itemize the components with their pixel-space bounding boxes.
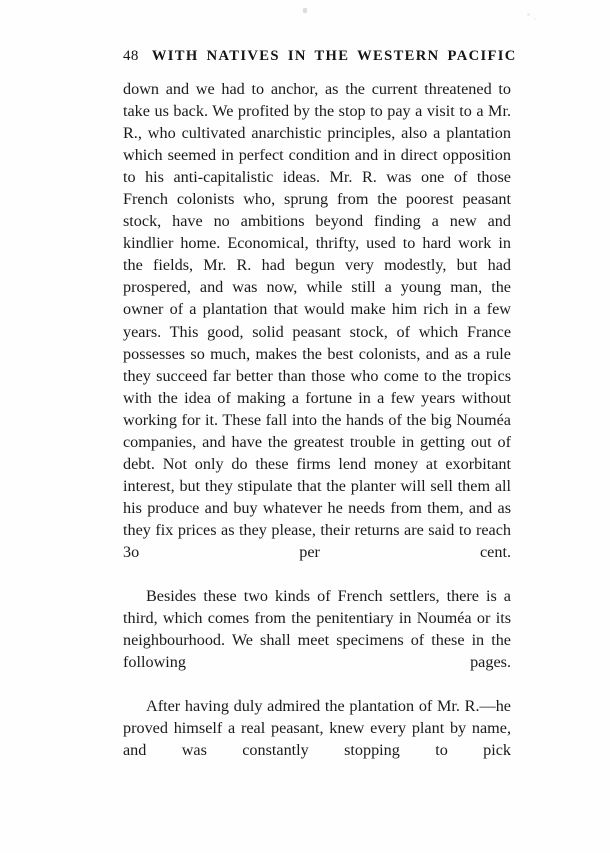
page-number: 48	[123, 48, 139, 64]
body-text-block	[123, 78, 511, 784]
paragraph: Besides these two kinds of French settlers, there is a third, which comes from the penitentiary in Nouméa or its neighbourhood. We shall meet specimens of these in the following pages.	[123, 587, 511, 672]
scan-speck-icon	[527, 13, 530, 16]
scan-speck-icon	[303, 8, 307, 13]
running-head-title: WITH NATIVES IN THE WESTERN PACIFIC	[151, 48, 517, 64]
paragraph: After having duly admired the plantation of Mr. R.—he proved himself a real peasant, knew every plant by name, and was constantly stopping to pick	[123, 697, 511, 760]
paragraph: down and we had to anchor, as the current threatened to take us back. We profited by the stop to pay a visit to a Mr. R., who cultivated anarchistic principles, also a plantation which seemed in perfect condition and in direct opposition to his anti-capitalistic ideas. Mr. R. was one of those French colonists who, sprung from the poorest peasant stock, have no ambitions beyond finding a new and kindlier home. Economical, thrifty, used to hard work in the fields, Mr. R. had begun very modestly, but had prospered, and was now, while still a young man, the owner of a plantation that would make him rich in a few years. This good, solid peasant stock, of which France possesses so much, makes the best colonists, and as a rule they succeed far better than those who come to the tropics with the idea of making a fortune in a few years without working for it. These fall into the hands of the big Nouméa companies, and have the greatest trouble in getting out of debt. Not only do these firms lend money at exorbitant interest, but they stipulate that the planter will sell them all his produce and buy whatever he needs from them, and as they fix prices as they please, their returns are said to reach 3o per cent.	[123, 80, 511, 561]
scan-speck-icon	[534, 18, 536, 20]
running-head	[123, 46, 517, 66]
